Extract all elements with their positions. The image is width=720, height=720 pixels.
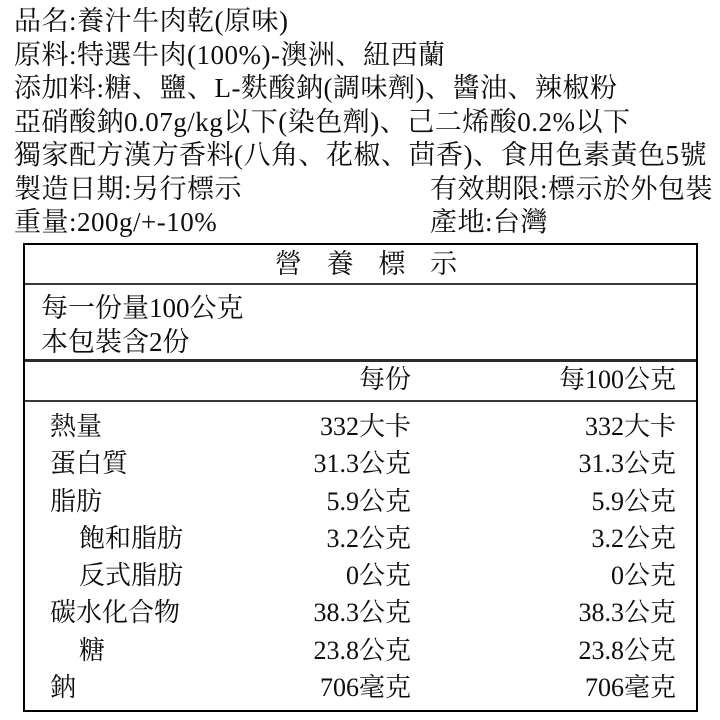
- nutrient-row: [25, 481, 696, 518]
- nutrient-label: 碳水化合物: [50, 598, 181, 628]
- nutrient-row: [25, 592, 696, 629]
- product-info-line: 獨家配方漢方香料(八角、花椒、茴香)、食用色素黃色5號: [14, 140, 707, 170]
- product-info-line: 添加料:糖、鹽、L-麩酸鈉(調味劑)、醬油、辣椒粉: [14, 73, 618, 103]
- nutrient-per-serving-value: 3.2公克: [326, 523, 411, 553]
- nutrition-table-title: 營 養 標 示: [25, 245, 696, 285]
- nutrient-label: 脂肪: [50, 486, 103, 516]
- nutrition-table-body: [25, 402, 696, 710]
- nutrition-table: [23, 243, 698, 712]
- nutrient-label: 糖: [79, 635, 106, 665]
- nutrient-per-100g-value: 332大卡: [584, 412, 676, 442]
- nutrient-row: [25, 667, 696, 704]
- column-header-blank: [25, 362, 211, 400]
- column-header-row: [25, 362, 696, 402]
- product-info-line: 品名:養汁牛肉乾(原味): [14, 6, 289, 36]
- nutrient-row: [25, 518, 696, 555]
- product-info-line: 亞硝酸鈉0.07g/kg以下(染色劑)、己二烯酸0.2%以下: [14, 106, 631, 137]
- product-info: [14, 5, 714, 240]
- nutrient-row: [25, 555, 696, 592]
- nutrient-per-serving-value: 23.8公克: [313, 635, 411, 665]
- column-header-per-100g: 每100公克: [558, 365, 676, 394]
- nutrient-per-100g-value: 31.3公克: [578, 449, 676, 479]
- weight-text: 重量:200g/+-10%: [14, 207, 218, 237]
- mfg-date-text: 製造日期:另行標示: [14, 173, 243, 204]
- nutrient-per-serving-value: 332大卡: [319, 412, 411, 442]
- origin-text: 產地:台灣: [430, 207, 549, 237]
- column-header-per-serving: 每份: [358, 365, 411, 394]
- nutrient-per-100g-value: 706毫克: [584, 672, 676, 702]
- nutrient-per-serving-value: 706毫克: [319, 672, 411, 702]
- nutrient-per-serving-value: 5.9公克: [326, 486, 411, 516]
- product-info-lines: [14, 5, 714, 173]
- product-info-line: 原料:特選牛肉(100%)-澳洲、紐西蘭: [14, 39, 446, 70]
- nutrient-per-serving-value: 31.3公克: [313, 449, 411, 479]
- nutrient-per-100g-value: 5.9公克: [591, 486, 676, 516]
- nutrient-label: 熱量: [50, 412, 103, 442]
- nutrient-label: 反式脂肪: [79, 561, 184, 591]
- weight-origin-line: [14, 206, 714, 240]
- servings-per-pack-text: 本包裝含2份: [41, 327, 190, 357]
- serving-size-text: 每一份量100公克: [41, 293, 244, 323]
- nutrient-label: 飽和脂肪: [79, 523, 184, 553]
- nutrient-label: 蛋白質: [50, 449, 129, 479]
- nutrient-per-100g-value: 38.3公克: [578, 598, 676, 628]
- expiry-text: 有效期限:標示於外包裝: [430, 173, 714, 204]
- nutrient-row: [25, 630, 696, 667]
- nutrient-per-serving-value: 38.3公克: [313, 598, 411, 628]
- nutrient-per-100g-value: 0公克: [610, 561, 676, 591]
- nutrient-row: [25, 443, 696, 480]
- nutrient-per-100g-value: 3.2公克: [591, 523, 676, 553]
- nutrient-per-100g-value: 23.8公克: [578, 635, 676, 665]
- nutrient-per-serving-value: 0公克: [345, 561, 411, 591]
- nutrient-label: 鈉: [50, 672, 77, 702]
- dates-line: [14, 173, 714, 207]
- serving-info: [25, 285, 696, 362]
- nutrient-row: [25, 406, 696, 443]
